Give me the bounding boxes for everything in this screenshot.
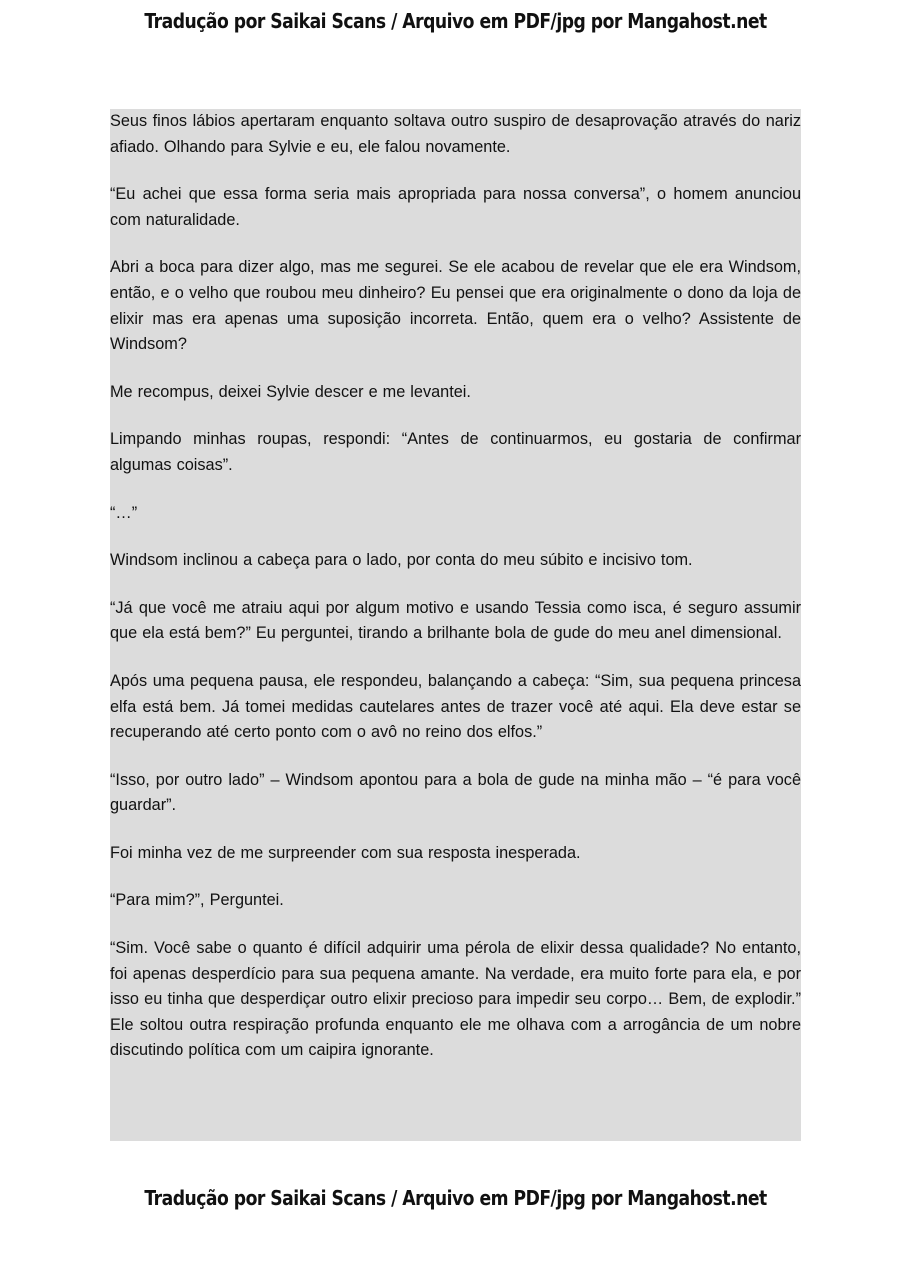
paragraph-list xyxy=(110,109,801,1064)
paragraph: Windsom inclinou a cabeça para o lado, por conta do meu súbito e incisivo tom. xyxy=(110,551,693,570)
document-text-block xyxy=(110,109,801,1141)
paragraph: “…” xyxy=(110,503,138,522)
paragraph: Me recompus, deixei Sylvie descer e me levantei. xyxy=(110,382,471,401)
paragraph: “Eu achei que essa forma seria mais apropriada para nossa conversa”, o homem anunciou com naturalidade. xyxy=(110,185,801,229)
paragraph: “Já que você me atraiu aqui por algum motivo e usando Tessia como isca, é seguro assumir que ela está bem?” Eu perguntei, tirando a brilhante bola de gude do meu anel dimensional. xyxy=(110,598,801,643)
paragraph: Abri a boca para dizer algo, mas me segurei. Se ele acabou de revelar que ele era Windsom, então, e o velho que roubou meu dinheiro? Eu pensei que era originalmente o dono da loja de elixir mas era apenas uma suposição incorreta. Então, quem era o velho? Assistente de Windsom? xyxy=(110,258,801,354)
paragraph: “Para mim?”, Perguntei. xyxy=(110,891,284,910)
paragraph: “Sim. Você sabe o quanto é difícil adquirir uma pérola de elixir dessa qualidade? No entanto, foi apenas desperdício para sua pequena amante. Na verdade, era muito forte para ela, e por isso eu tinha que desperdiçar outro elixir precioso para impedir seu corpo… Bem, de explodir.” Ele soltou outra respiração profunda enquanto ele me olhava com a arrogância de um nobre discutindo política com um caipira ignorante. xyxy=(110,939,801,1060)
paragraph: Seus finos lábios apertaram enquanto soltava outro suspiro de desaprovação através do nariz afiado. Olhando para Sylvie e eu, ele falou novamente. xyxy=(110,112,801,156)
paragraph: Após uma pequena pausa, ele respondeu, balançando a cabeça: “Sim, sua pequena princesa elfa está bem. Já tomei medidas cautelares antes de trazer você até aqui. Ela deve estar se recuperando até certo ponto com o avô no reino dos elfos.” xyxy=(110,671,801,742)
paragraph: Foi minha vez de me surpreender com sua resposta inesperada. xyxy=(110,843,581,862)
paragraph: “Isso, por outro lado” – Windsom apontou para a bola de gude na minha mão – “é para você guardar”. xyxy=(110,770,801,815)
paragraph: Limpando minhas roupas, respondi: “Antes de continuarmos, eu gostaria de confirmar algumas coisas”. xyxy=(110,430,801,474)
header-watermark: Tradução por Saikai Scans / Arquivo em PDF/jpg por Mangahost.net xyxy=(144,9,767,33)
footer-watermark: Tradução por Saikai Scans / Arquivo em PDF/jpg por Mangahost.net xyxy=(144,1186,767,1210)
